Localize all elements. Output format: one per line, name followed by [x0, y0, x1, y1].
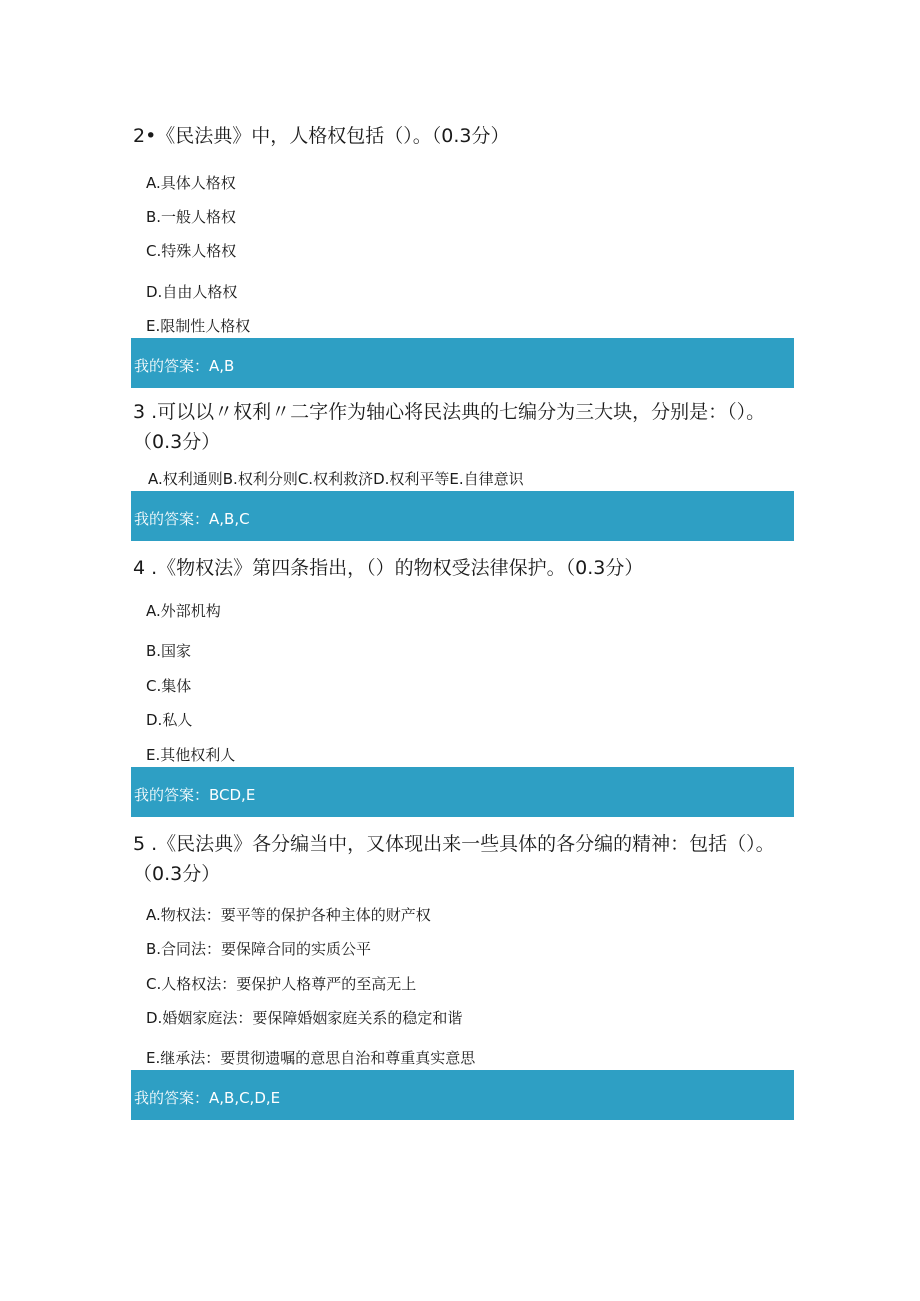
question-2-stem: 2•《民法典》中，人格权包括（）。（0.3分） [133, 125, 510, 147]
question-5-option-c[interactable]: C.人格权法：要保护人格尊严的至高无上 [146, 975, 417, 993]
question-5-stem: 5 .《民法典》各分编当中，又体现出来一些具体的各分编的精神：包括（）。 [133, 833, 775, 855]
question-5-answer-bar: 我的答案：A,B,C,D,E [131, 1070, 794, 1120]
question-5-option-e[interactable]: E.继承法：要贯彻遗嘱的意思自治和尊重真实意思 [146, 1049, 476, 1067]
question-5-option-d[interactable]: D.婚姻家庭法：要保障婚姻家庭关系的稳定和谐 [146, 1009, 463, 1027]
question-4-option-a[interactable]: A.外部机构 [146, 602, 221, 620]
question-2-option-e[interactable]: E.限制性人格权 [146, 317, 251, 335]
question-5-option-a[interactable]: A.物权法：要平等的保护各种主体的财产权 [146, 906, 431, 924]
question-5-stem-score: （0.3分） [133, 863, 221, 885]
question-2-option-d[interactable]: D.自由人格权 [146, 283, 238, 301]
question-3-answer-bar: 我的答案：A,B,C [131, 491, 794, 541]
question-4-stem: 4 .《物权法》第四条指出，（）的物权受法律保护。（0.3分） [133, 557, 644, 579]
question-5-option-b[interactable]: B.合同法：要保障合同的实质公平 [146, 940, 372, 958]
question-4-option-d[interactable]: D.私人 [146, 711, 193, 729]
question-3-options[interactable]: A.权利通则B.权利分则C.权利救济D.权利平等E.自律意识 [148, 470, 524, 488]
question-3-stem: 3 .可以以〃权利〃二字作为轴心将民法典的七编分为三大块，分别是：（）。 [133, 401, 766, 423]
question-2-option-c[interactable]: C.特殊人格权 [146, 242, 237, 260]
question-2-option-a[interactable]: A.具体人格权 [146, 174, 236, 192]
question-4-answer-bar: 我的答案：BCD,E [131, 767, 794, 817]
question-3-stem-score: （0.3分） [133, 431, 221, 453]
question-2-option-b[interactable]: B.一般人格权 [146, 208, 237, 226]
question-4-option-b[interactable]: B.国家 [146, 642, 192, 660]
question-4-option-c[interactable]: C.集体 [146, 677, 192, 695]
question-2-answer-bar: 我的答案：A,B [131, 338, 794, 388]
question-4-option-e[interactable]: E.其他权利人 [146, 746, 236, 764]
